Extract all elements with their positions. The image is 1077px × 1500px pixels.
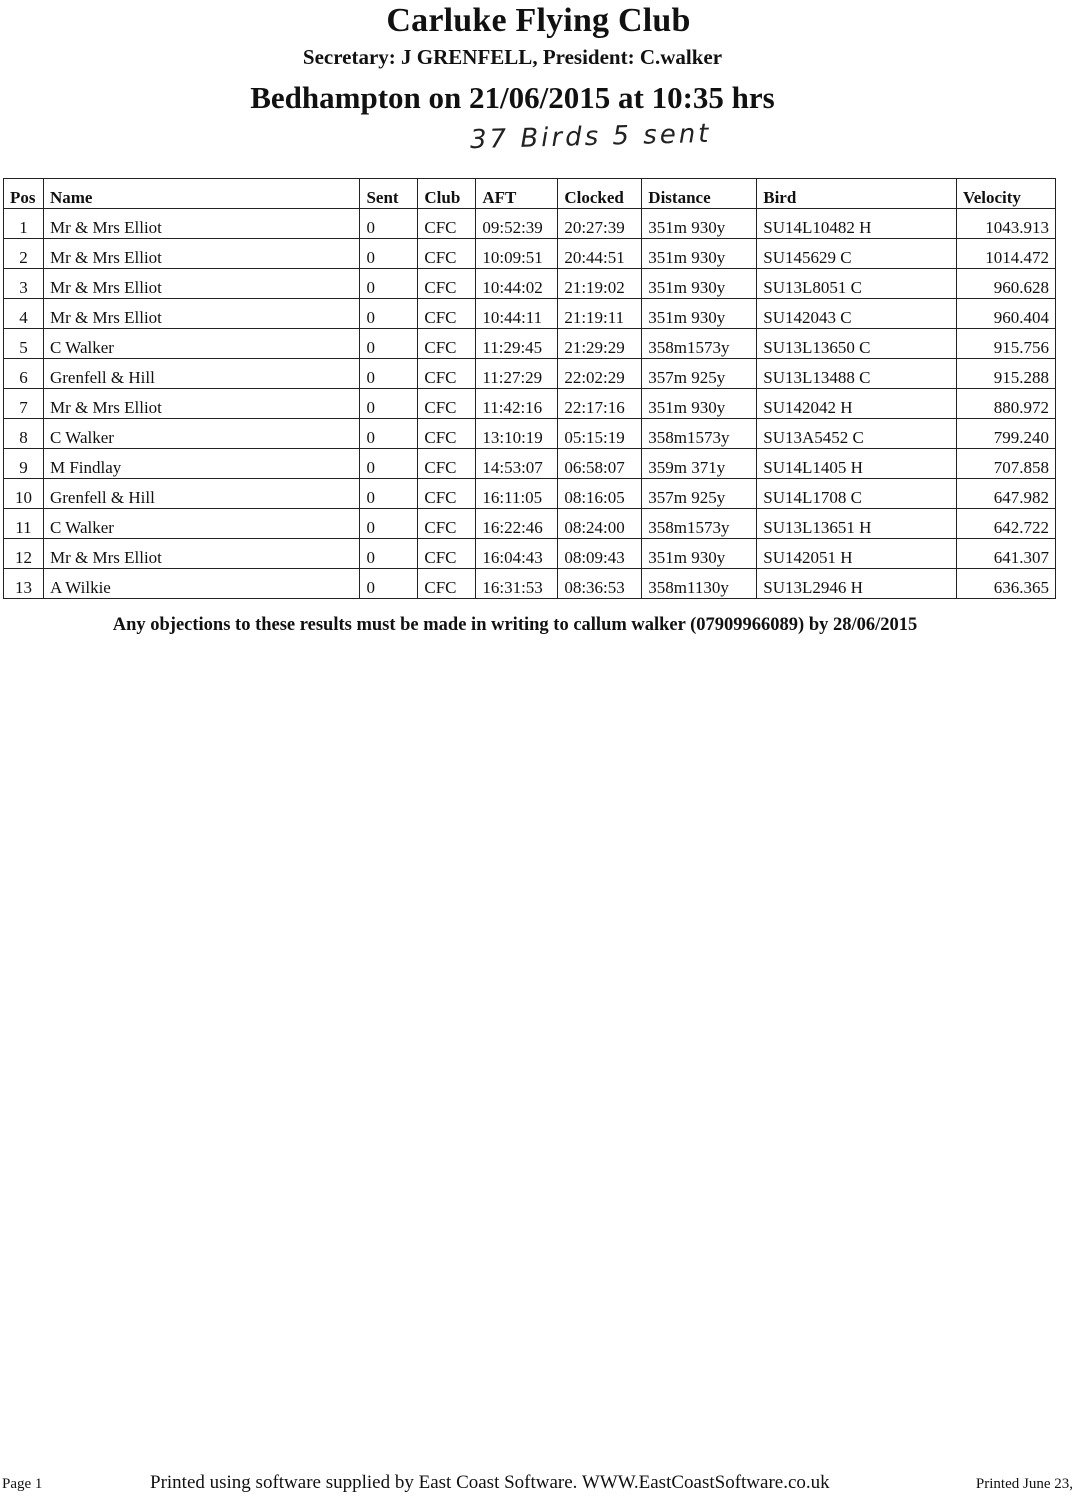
table-cell: Mr & Mrs Elliot	[43, 209, 359, 239]
club-officials: Secretary: J GRENFELL, President: C.walker	[302, 45, 723, 69]
table-cell: 351m 930y	[642, 239, 757, 269]
table-cell: 799.240	[957, 419, 1056, 449]
table-row	[4, 299, 1056, 329]
table-cell: 22:17:16	[558, 389, 642, 419]
table-cell: 10:44:02	[476, 269, 558, 299]
column-header: Bird	[757, 179, 957, 209]
table-cell: 0	[360, 329, 418, 359]
table-cell: Mr & Mrs Elliot	[43, 239, 359, 269]
page-footer	[0, 1472, 1077, 1496]
table-cell: 16:31:53	[476, 569, 558, 599]
table-cell: 0	[360, 539, 418, 569]
table-cell: 0	[360, 449, 418, 479]
table-cell: SU142042 H	[757, 389, 957, 419]
table-cell: 21:19:02	[558, 269, 642, 299]
table-cell: 7	[4, 389, 44, 419]
table-row	[4, 449, 1056, 479]
table-cell: SU13L8051 C	[757, 269, 957, 299]
table-cell: 960.404	[957, 299, 1056, 329]
table-cell: 0	[360, 509, 418, 539]
table-cell: C Walker	[43, 419, 359, 449]
table-cell: 21:19:11	[558, 299, 642, 329]
table-cell: 915.756	[957, 329, 1056, 359]
table-cell: Mr & Mrs Elliot	[43, 389, 359, 419]
table-cell: 0	[360, 389, 418, 419]
table-cell: SU142051 H	[757, 539, 957, 569]
table-cell: 0	[360, 209, 418, 239]
table-cell: 0	[360, 359, 418, 389]
column-header: AFT	[476, 179, 558, 209]
table-cell: Grenfell & Hill	[43, 359, 359, 389]
column-header: Pos	[4, 179, 44, 209]
results-table	[3, 178, 1056, 599]
column-header: Clocked	[558, 179, 642, 209]
table-cell: 641.307	[957, 539, 1056, 569]
column-header: Sent	[360, 179, 418, 209]
table-cell: 3	[4, 269, 44, 299]
table-cell: SU13L13650 C	[757, 329, 957, 359]
column-header: Velocity	[957, 179, 1056, 209]
table-cell: 351m 930y	[642, 539, 757, 569]
page-title: Carluke Flying Club	[386, 2, 691, 39]
table-row	[4, 419, 1056, 449]
table-cell: 0	[360, 419, 418, 449]
table-cell: 13	[4, 569, 44, 599]
table-cell: 351m 930y	[642, 389, 757, 419]
table-row	[4, 569, 1056, 599]
table-cell: 11:29:45	[476, 329, 558, 359]
table-cell: 915.288	[957, 359, 1056, 389]
table-row	[4, 329, 1056, 359]
table-cell: 351m 930y	[642, 299, 757, 329]
table-cell: 5	[4, 329, 44, 359]
printed-date: Printed June 23,	[975, 1476, 1073, 1492]
table-cell: 08:09:43	[558, 539, 642, 569]
table-cell: 20:27:39	[558, 209, 642, 239]
column-header: Name	[43, 179, 359, 209]
table-cell: Mr & Mrs Elliot	[43, 269, 359, 299]
table-cell: 08:24:00	[558, 509, 642, 539]
table-cell: 1	[4, 209, 44, 239]
table-cell: 357m 925y	[642, 479, 757, 509]
table-cell: CFC	[418, 479, 476, 509]
table-cell: 13:10:19	[476, 419, 558, 449]
objections-notice: Any objections to these results must be made in writing to callum walker (07909966089) by 28/06/2015	[112, 615, 918, 635]
table-cell: SU14L1708 C	[757, 479, 957, 509]
table-cell: 358m1130y	[642, 569, 757, 599]
table-cell: CFC	[418, 419, 476, 449]
table-cell: 16:04:43	[476, 539, 558, 569]
table-cell: A Wilkie	[43, 569, 359, 599]
table-cell: 351m 930y	[642, 209, 757, 239]
table-cell: 0	[360, 269, 418, 299]
table-cell: SU13L13651 H	[757, 509, 957, 539]
table-cell: 1043.913	[957, 209, 1056, 239]
table-cell: 05:15:19	[558, 419, 642, 449]
table-cell: 08:36:53	[558, 569, 642, 599]
table-cell: 647.982	[957, 479, 1056, 509]
table-cell: SU145629 C	[757, 239, 957, 269]
table-cell: M Findlay	[43, 449, 359, 479]
table-cell: 22:02:29	[558, 359, 642, 389]
table-cell: SU13L13488 C	[757, 359, 957, 389]
table-cell: 358m1573y	[642, 419, 757, 449]
table-cell: C Walker	[43, 329, 359, 359]
table-row	[4, 239, 1056, 269]
table-cell: CFC	[418, 539, 476, 569]
table-cell: 0	[360, 299, 418, 329]
page-number: Page 1	[2, 1476, 43, 1492]
table-cell: 16:22:46	[476, 509, 558, 539]
table-cell: 358m1573y	[642, 329, 757, 359]
table-row	[4, 509, 1056, 539]
table-cell: C Walker	[43, 509, 359, 539]
table-row	[4, 359, 1056, 389]
table-cell: CFC	[418, 299, 476, 329]
table-cell: CFC	[418, 569, 476, 599]
table-cell: CFC	[418, 269, 476, 299]
software-credit: Printed using software supplied by East Coast Software. WWW.EastCoastSoftware.co.uk	[150, 1472, 830, 1493]
results-body	[4, 209, 1056, 599]
table-cell: CFC	[418, 509, 476, 539]
table-cell: CFC	[418, 209, 476, 239]
table-cell: 9	[4, 449, 44, 479]
table-cell: 06:58:07	[558, 449, 642, 479]
table-cell: Grenfell & Hill	[43, 479, 359, 509]
table-cell: Mr & Mrs Elliot	[43, 539, 359, 569]
table-cell: SU14L1405 H	[757, 449, 957, 479]
table-cell: CFC	[418, 449, 476, 479]
table-cell: CFC	[418, 359, 476, 389]
table-cell: CFC	[418, 329, 476, 359]
table-cell: 357m 925y	[642, 359, 757, 389]
table-cell: 11:27:29	[476, 359, 558, 389]
table-cell: CFC	[418, 389, 476, 419]
table-cell: 11:42:16	[476, 389, 558, 419]
table-cell: 0	[360, 239, 418, 269]
table-cell: 10:44:11	[476, 299, 558, 329]
table-cell: 0	[360, 479, 418, 509]
table-cell: SU13A5452 C	[757, 419, 957, 449]
table-cell: 636.365	[957, 569, 1056, 599]
table-cell: 359m 371y	[642, 449, 757, 479]
table-cell: 6	[4, 359, 44, 389]
table-cell: 21:29:29	[558, 329, 642, 359]
table-cell: SU142043 C	[757, 299, 957, 329]
table-cell: 10:09:51	[476, 239, 558, 269]
table-cell: 707.858	[957, 449, 1056, 479]
table-cell: 09:52:39	[476, 209, 558, 239]
table-cell: 358m1573y	[642, 509, 757, 539]
table-cell: SU14L10482 H	[757, 209, 957, 239]
table-cell: 10	[4, 479, 44, 509]
table-row	[4, 479, 1056, 509]
table-cell: 960.628	[957, 269, 1056, 299]
column-header: Distance	[642, 179, 757, 209]
table-cell: 16:11:05	[476, 479, 558, 509]
table-cell: 4	[4, 299, 44, 329]
table-cell: 880.972	[957, 389, 1056, 419]
table-cell: 08:16:05	[558, 479, 642, 509]
column-header: Club	[418, 179, 476, 209]
table-row	[4, 209, 1056, 239]
table-cell: 0	[360, 569, 418, 599]
handwritten-note: 37 Birds 5 sent	[469, 118, 712, 156]
table-row	[4, 389, 1056, 419]
table-header-row	[4, 179, 1056, 209]
race-heading: Bedhampton on 21/06/2015 at 10:35 hrs	[250, 80, 775, 115]
table-cell: 642.722	[957, 509, 1056, 539]
table-cell: 8	[4, 419, 44, 449]
table-cell: 2	[4, 239, 44, 269]
table-cell: CFC	[418, 239, 476, 269]
table-cell: SU13L2946 H	[757, 569, 957, 599]
table-cell: Mr & Mrs Elliot	[43, 299, 359, 329]
table-cell: 11	[4, 509, 44, 539]
table-cell: 351m 930y	[642, 269, 757, 299]
table-cell: 12	[4, 539, 44, 569]
table-row	[4, 539, 1056, 569]
table-cell: 1014.472	[957, 239, 1056, 269]
table-cell: 14:53:07	[476, 449, 558, 479]
table-cell: 20:44:51	[558, 239, 642, 269]
table-row	[4, 269, 1056, 299]
